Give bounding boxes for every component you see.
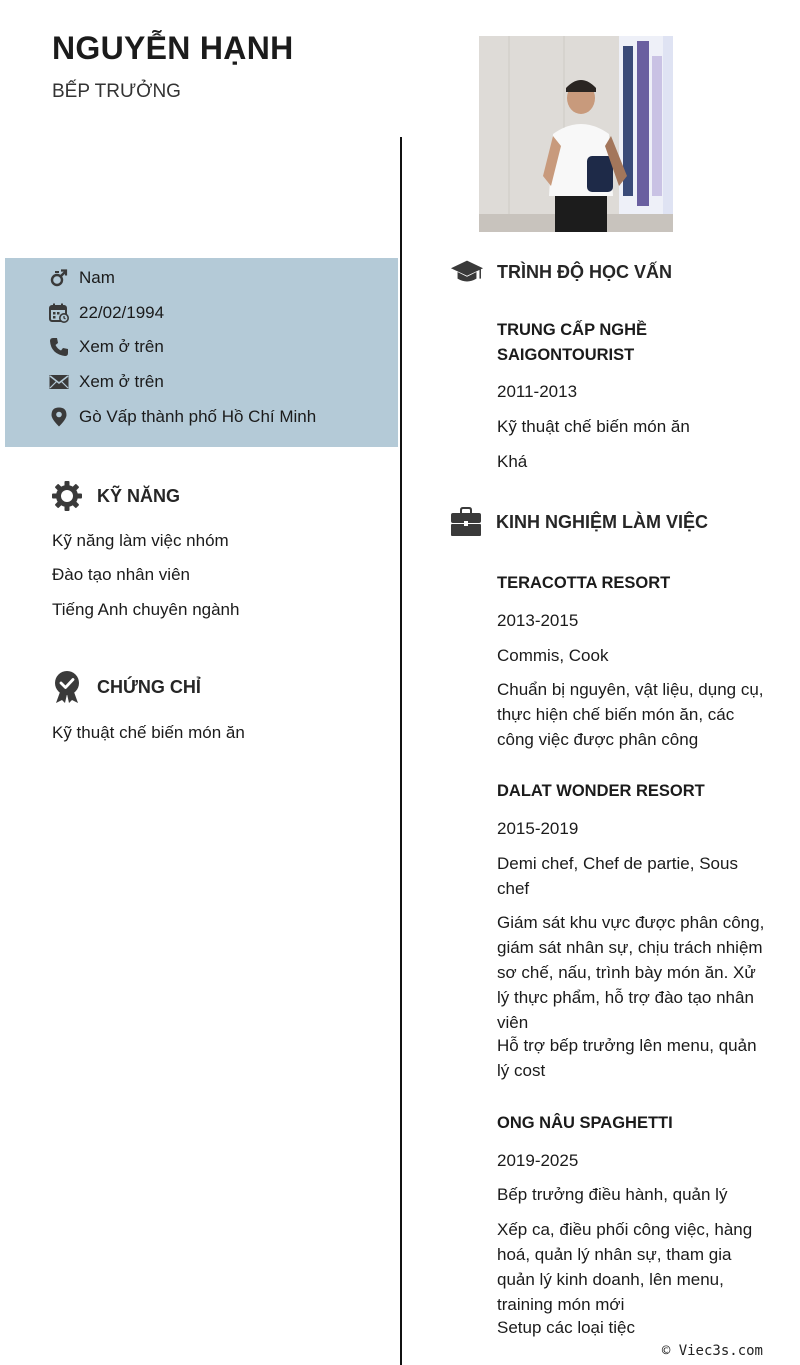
email-value[interactable]: Xem ở trên [79, 372, 164, 391]
contact-address [48, 405, 316, 429]
education-title: TRÌNH ĐỘ HỌC VẤN [497, 261, 672, 282]
experience-heading [449, 505, 708, 539]
location-pin-icon [48, 406, 70, 428]
graduation-cap-icon [450, 255, 484, 289]
phone-value[interactable]: Xem ở trên [79, 337, 164, 356]
contact-gender [48, 266, 115, 290]
experience-title: KINH NGHIỆM LÀM VIỆC [496, 511, 709, 532]
job-company: TERACOTTA RESORT [497, 574, 671, 592]
education-school: TRUNG CẤP NGHỀ SAIGONTOURIST [497, 321, 648, 364]
award-badge-icon [50, 670, 84, 704]
job-period: 2019-2025 [497, 1151, 579, 1170]
envelope-icon [48, 371, 70, 393]
briefcase-icon [449, 505, 483, 539]
certificates-title: CHỨNG CHỈ [97, 676, 201, 697]
skill-item: Đào tạo nhân viên [52, 565, 190, 584]
job-position: Commis, Cook [497, 646, 609, 665]
job-position: Bếp trưởng điều hành, quản lý [497, 1185, 728, 1204]
watermark: © Viec3s.com [661, 1343, 763, 1359]
gender-value: Nam [79, 268, 115, 287]
birthday-value: 22/02/1994 [79, 303, 165, 322]
job-position: Demi chef, Chef de partie, Sous chef [497, 854, 738, 898]
phone-icon [48, 336, 70, 358]
job-description-extra: Hỗ trợ bếp trưởng lên menu, quản lý cost [497, 1036, 757, 1080]
certificates-heading [50, 670, 201, 704]
candidate-name: NGUYỄN HẠNH [52, 30, 294, 66]
job-description: Giám sát khu vực được phân công, giám sát nhân sự, chịu trách nhiệm sơ chế, nấu, trình bày món ăn. Xử lý thực phẩm, hỗ trợ đào tạo nhân viên [497, 913, 765, 1032]
skills-heading [50, 479, 180, 513]
contact-email [48, 370, 164, 394]
skill-item: Kỹ năng làm việc nhóm [52, 531, 229, 550]
calendar-icon [48, 302, 70, 324]
education-major: Kỹ thuật chế biến món ăn [497, 417, 690, 436]
education-heading [450, 255, 672, 289]
job-description: Xếp ca, điều phối công việc, hàng hoá, quản lý nhân sự, tham gia quản lý kinh doanh, lên menu, training món mới [497, 1220, 753, 1314]
column-divider [400, 137, 402, 1365]
profile-photo [479, 36, 673, 232]
certificate-item: Kỹ thuật chế biến món ăn [52, 723, 245, 742]
job-company: DALAT WONDER RESORT [497, 782, 705, 800]
skills-title: KỸ NĂNG [97, 485, 181, 506]
job-period: 2015-2019 [497, 819, 579, 838]
gear-icon [50, 479, 84, 513]
job-description-extra: Setup các loại tiệc [497, 1318, 635, 1337]
gender-icon [48, 267, 70, 289]
job-company: ONG NÂU SPAGHETTI [497, 1114, 673, 1132]
candidate-role: BẾP TRƯỞNG [52, 81, 181, 102]
skill-item: Tiếng Anh chuyên ngành [52, 600, 240, 619]
address-value: Gò Vấp thành phố Hồ Chí Minh [79, 407, 317, 426]
contact-birthday [48, 301, 164, 325]
job-period: 2013-2015 [497, 611, 579, 630]
contact-phone [48, 335, 164, 359]
education-grade: Khá [497, 452, 528, 471]
education-period: 2011-2013 [497, 382, 578, 401]
job-description: Chuẩn bị nguyên, vật liệu, dụng cụ, thực hiện chế biến món ăn, các công việc được phân công [497, 680, 764, 749]
